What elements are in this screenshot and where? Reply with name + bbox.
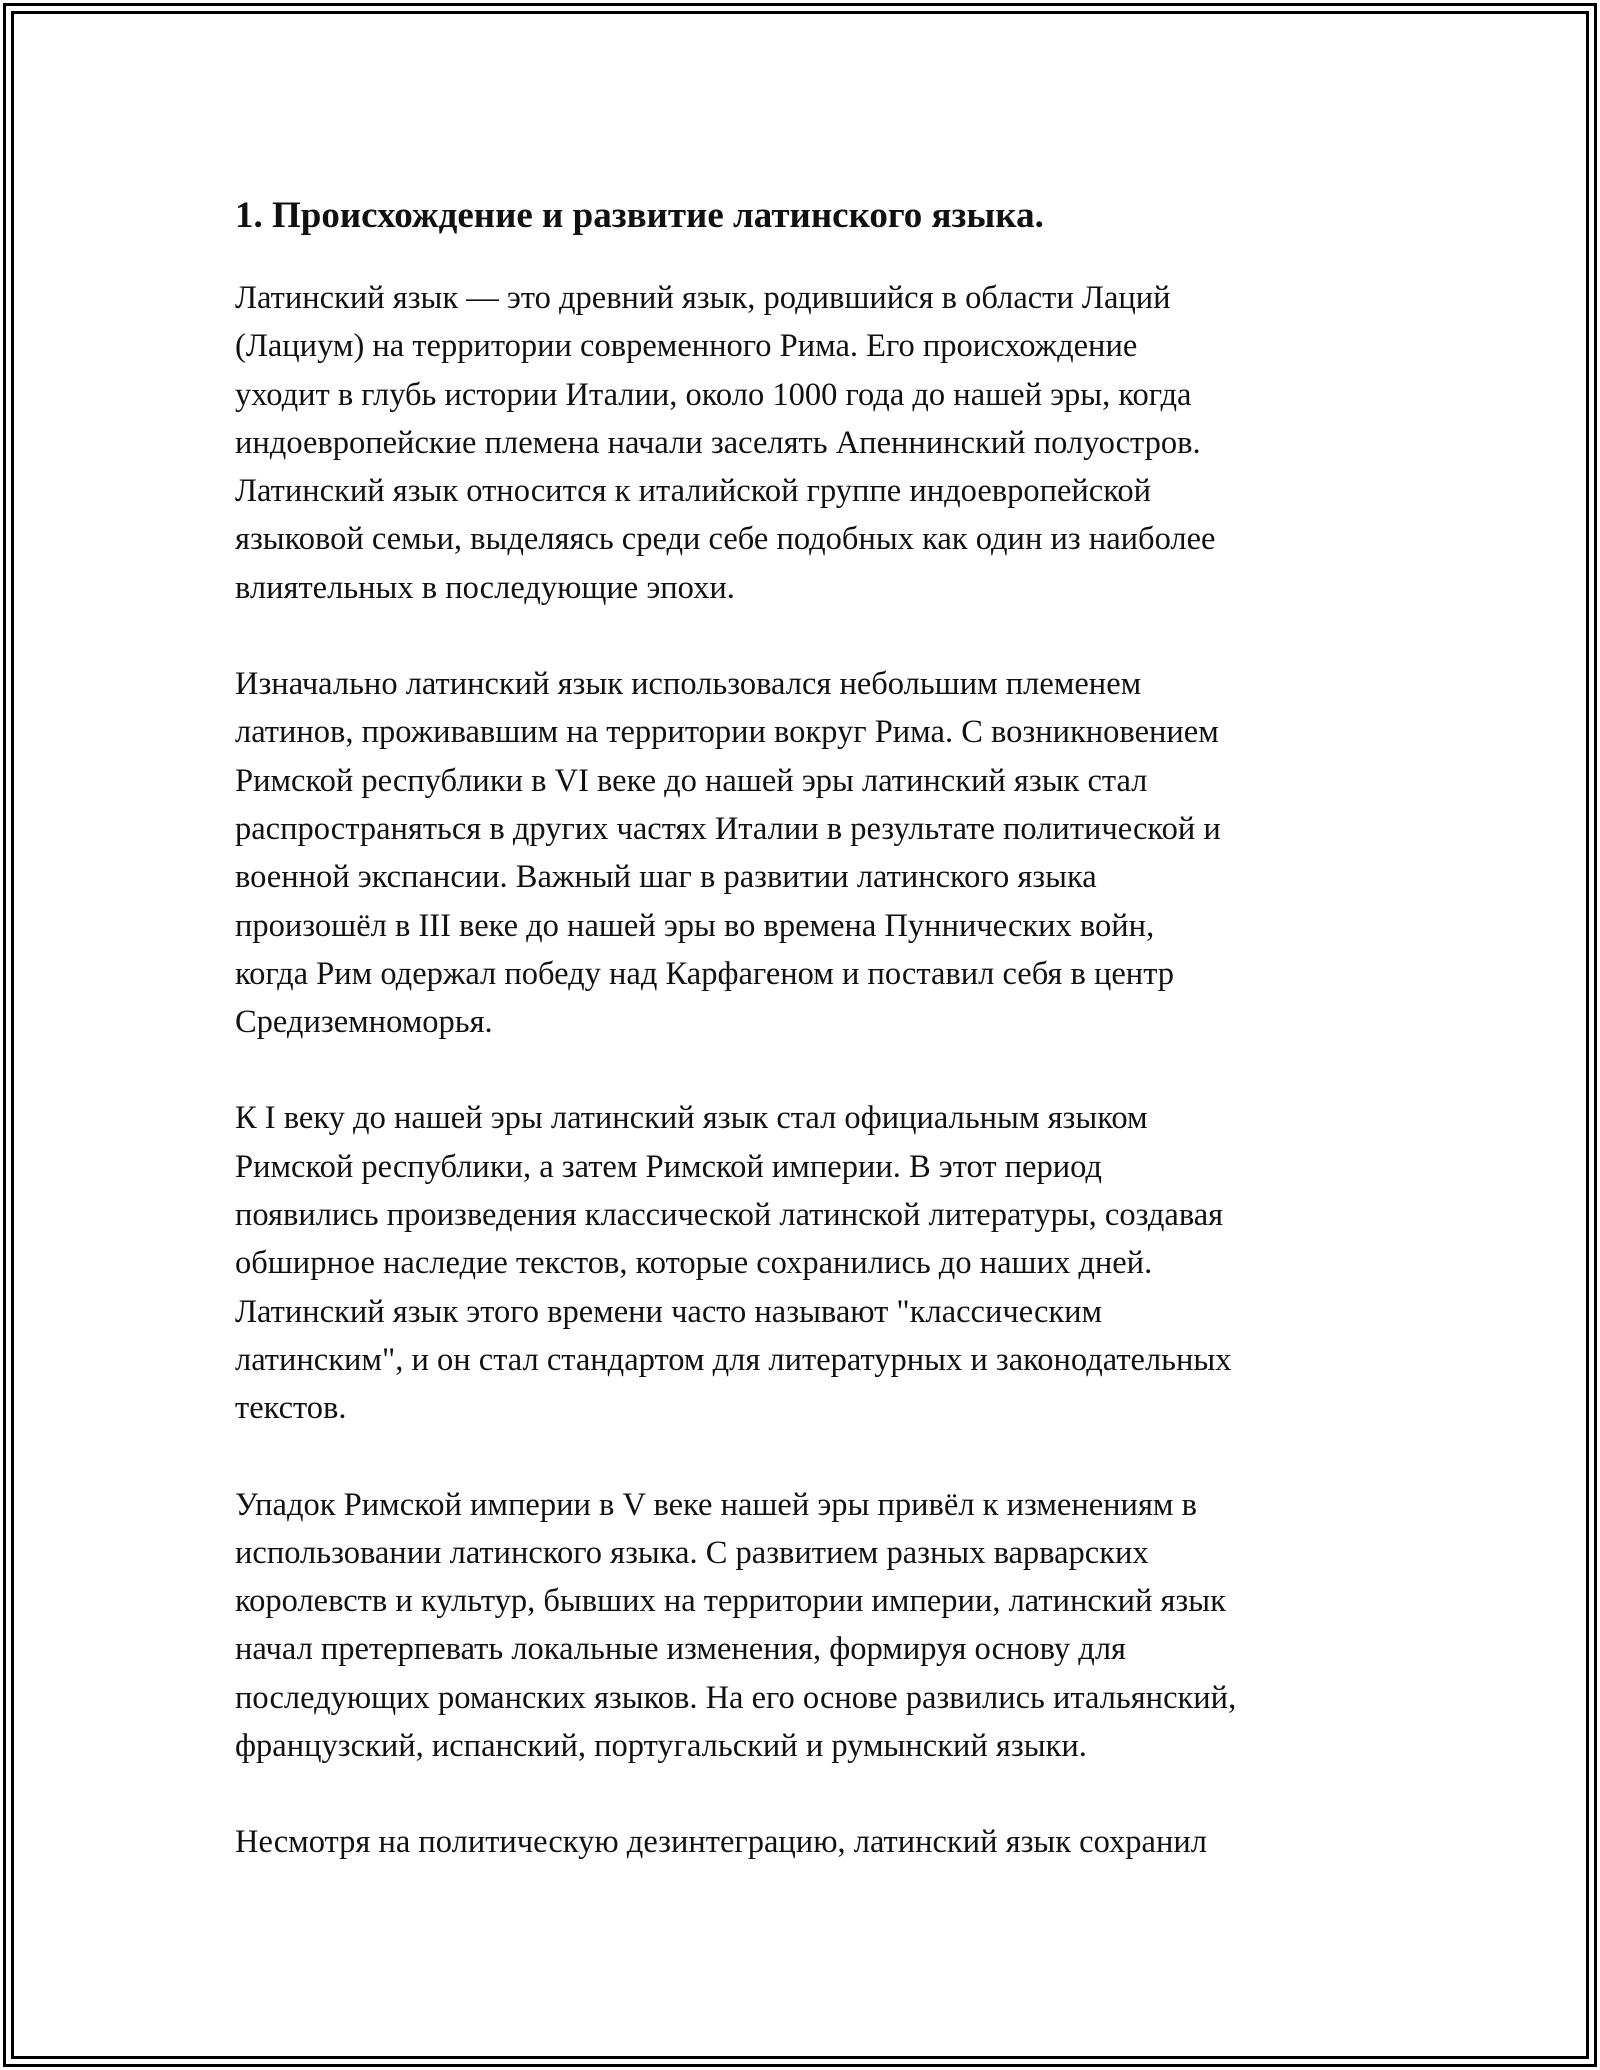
text-line: Латинский язык — это древний язык, родившийся в области Лаций: [235, 280, 1171, 316]
text-line: распространяться в других частях Италии в результате политической и: [235, 810, 1221, 847]
text-line: влиятельных в последующие эпохи.: [235, 569, 735, 606]
text-line: использовании латинского языка. С развитием разных варварских: [235, 1534, 1149, 1571]
text-line: французский, испанский, португальский и румынский языки.: [235, 1728, 1087, 1765]
text-line: Римской республики, а затем Римской империи. В этот период: [235, 1148, 1102, 1185]
text-line: начал претерпевать локальные изменения, формируя основу для: [235, 1631, 1126, 1668]
text-line: уходит в глубь истории Италии, около 1000 года до нашей эры, когда: [235, 376, 1192, 413]
text-line: Изначально латинский язык использовался небольшим племенем: [235, 666, 1142, 703]
text-line: королевств и культур, бывших на территории империи, латинский язык: [235, 1583, 1226, 1620]
text-line: текстов.: [235, 1390, 347, 1427]
text-line: военной экспансии. Важный шаг в развитии латинского языка: [235, 859, 1097, 896]
paragraph-expansion: [235, 660, 1385, 1046]
text-line: латинов, проживавшим на территории вокруг Рима. С возникновением: [235, 714, 1219, 751]
text-line: Средиземноморья.: [235, 1004, 493, 1041]
text-line: последующих романских языков. На его основе развились итальянский,: [235, 1679, 1237, 1716]
text-line: произошёл в III веке до нашей эры во времена Пуннических войн,: [235, 907, 1155, 944]
text-line: Несмотря на политическую дезинтеграцию, латинский язык сохранил: [235, 1824, 1207, 1861]
paragraph-decline: [235, 1481, 1385, 1771]
text-line: латинским", и он стал стандартом для литературных и законодательных: [235, 1341, 1232, 1378]
paragraph-continuation: [235, 1818, 1385, 1866]
text-line: Упадок Римской империи в V веке нашей эры привёл к изменениям в: [235, 1486, 1197, 1523]
text-line: индоевропейские племена начали заселять Апеннинский полуостров.: [235, 424, 1201, 461]
text-line: (Лациум) на территории современного Рима. Его происхождение: [235, 328, 1138, 365]
text-line: Латинский язык относится к италийской группе индоевропейской: [235, 473, 1152, 510]
section-heading: 1. Происхождение и развитие латинского языка.: [235, 195, 1044, 236]
paragraph-classical-latin: [235, 1094, 1385, 1432]
text-line: Римской республики в VI веке до нашей эры латинский язык стал: [235, 762, 1148, 799]
text-line: появились произведения классической латинской литературы, создавая: [235, 1197, 1224, 1234]
text-line: обширное наследие текстов, которые сохранились до наших дней.: [235, 1245, 1153, 1282]
text-line: К I веку до нашей эры латинский язык стал официальным языком: [235, 1100, 1148, 1137]
document-body: [235, 188, 1385, 1915]
text-line: Латинский язык этого времени часто называют "классическим: [235, 1293, 1103, 1330]
paragraph-origin: [235, 274, 1385, 612]
text-line: когда Рим одержал победу над Карфагеном и поставил себя в центр: [235, 955, 1175, 992]
text-line: языковой семьи, выделяясь среди себе подобных как один из наиболее: [235, 521, 1216, 558]
